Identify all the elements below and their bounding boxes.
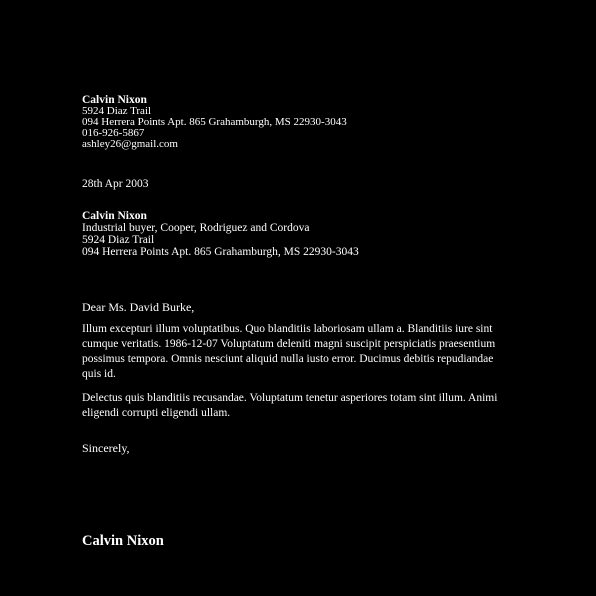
body-paragraph-1: Illum excepturi illum voluptatibus. Quo blanditiis laboriosam ullam a. Blanditiis iure sint cumque veritatis. 1986-12-07 Voluptatum deleniti magni suscipit perspiciatis praesentium possimus tempora. Omnis nesciunt aliquid nulla iusto error. Ducimus debitis repudiandae quis id. xyxy=(82,323,496,380)
recipient-address: 094 Herrera Points Apt. 865 Grahamburgh, MS 22930-3043 xyxy=(82,246,359,258)
sender-street: 5924 Diaz Trail xyxy=(82,105,152,117)
recipient-block xyxy=(82,210,359,258)
recipient-street: 5924 Diaz Trail xyxy=(82,234,155,246)
salutation: Dear Ms. David Burke, xyxy=(82,300,195,314)
recipient-title: Industrial buyer, Cooper, Rodriguez and Cordova xyxy=(82,222,310,234)
closing: Sincerely, xyxy=(82,441,130,455)
body-paragraph-2: Delectus quis blanditiis recusandae. Voluptatum tenetur asperiores totam sint illum. Animi eligendi corrupti eligendi ullam. xyxy=(82,392,498,419)
sender-email: ashley26@gmail.com xyxy=(82,138,178,150)
sender-block xyxy=(82,94,347,150)
recipient-name: Calvin Nixon xyxy=(82,210,147,222)
signature-name: Calvin Nixon xyxy=(82,533,164,549)
letter-date: 28th Apr 2003 xyxy=(82,178,149,190)
sender-phone: 016-926-5867 xyxy=(82,127,145,139)
sender-address: 094 Herrera Points Apt. 865 Grahamburgh, MS 22930-3043 xyxy=(82,116,347,128)
sender-name: Calvin Nixon xyxy=(82,94,147,106)
